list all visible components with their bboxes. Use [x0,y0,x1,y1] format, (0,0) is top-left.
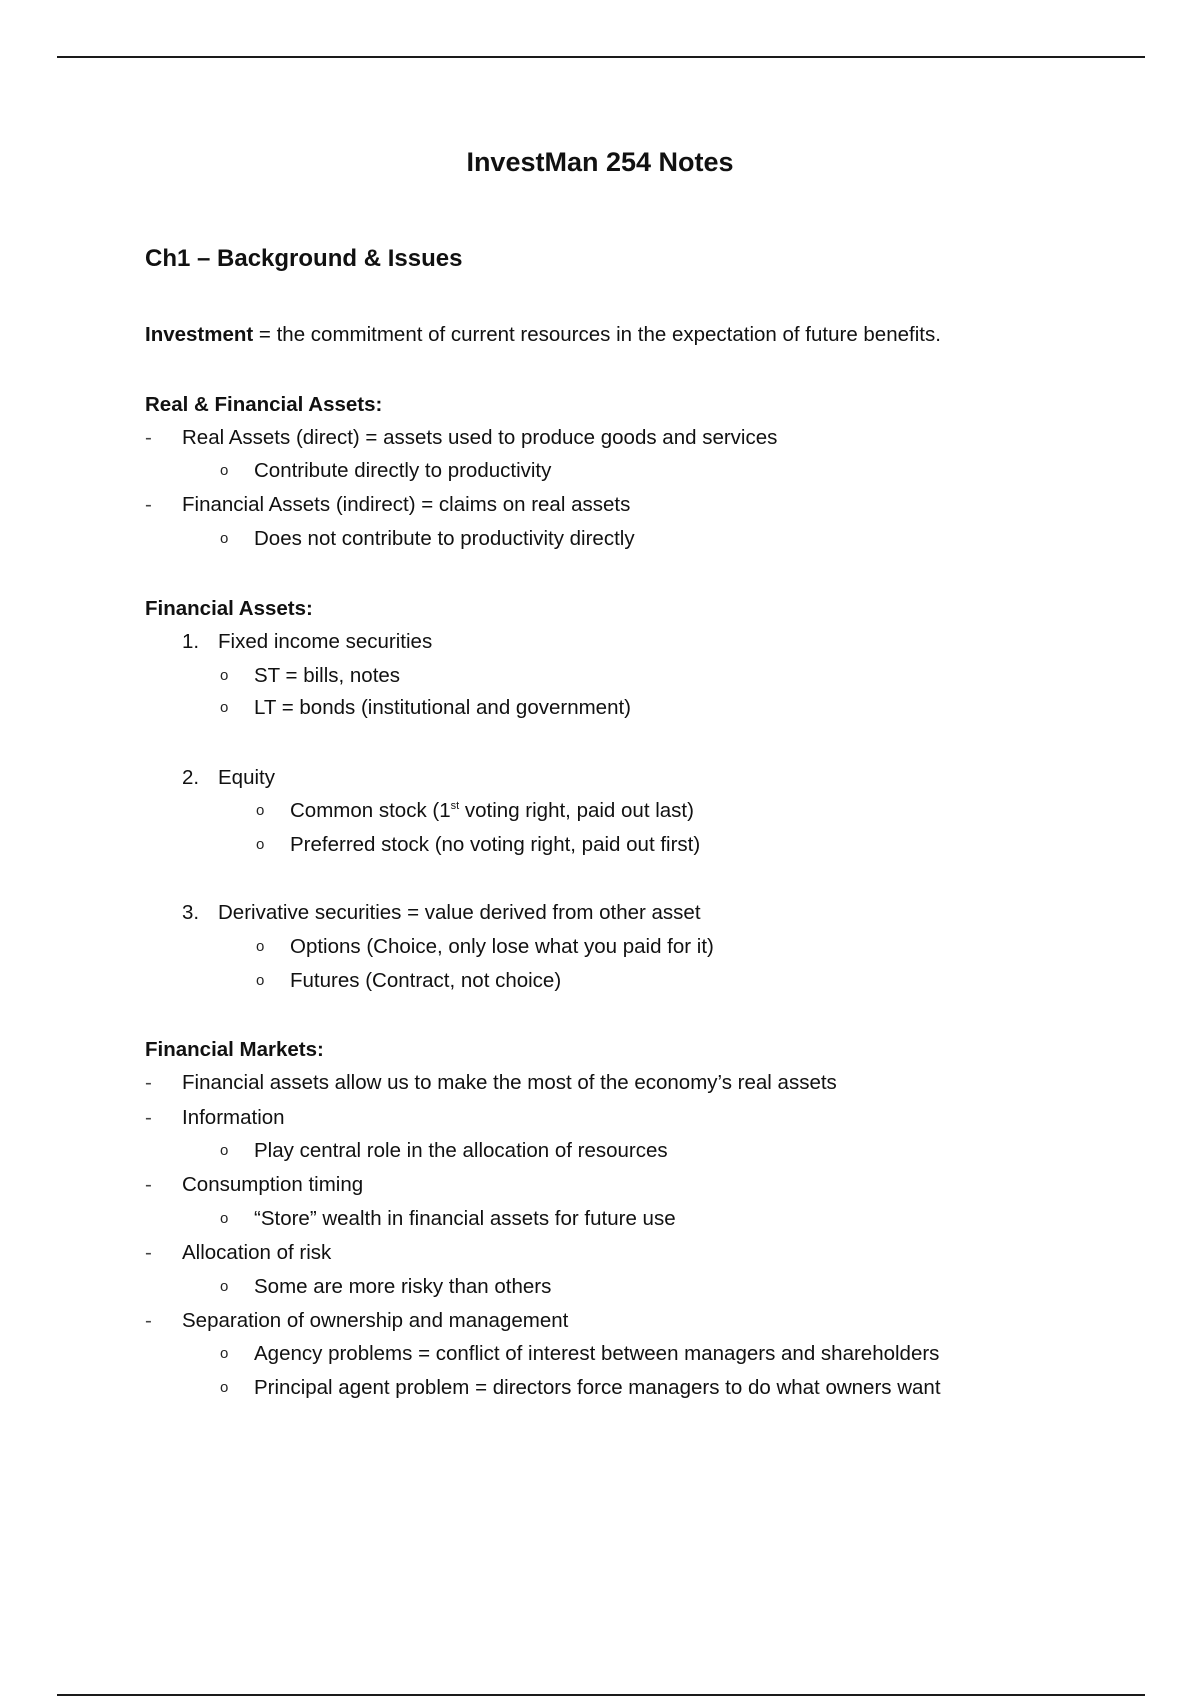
circle-bullet-icon: o [220,667,229,684]
dash-marker: - [145,1173,152,1196]
financial-markets-heading: Financial Markets: [145,1038,324,1061]
dash-marker: - [145,1309,152,1332]
sub-item-text: “Store” wealth in financial assets for future use [254,1207,676,1230]
numbered-item-text: Fixed income securities [218,630,433,653]
list-item-text: Separation of ownership and management [182,1309,569,1332]
dash-marker: - [145,1241,152,1264]
item-number: 3. [182,901,200,924]
list-item-text: Allocation of risk [182,1241,332,1264]
sub-item-text: Contribute directly to productivity [254,459,552,482]
sub-item-text-part: voting right, paid out last) [459,799,694,822]
numbered-item-text: Derivative securities = value derived from other asset [218,901,701,924]
circle-bullet-icon: o [220,699,229,716]
list-item-text: Real Assets (direct) = assets used to produce goods and services [182,426,778,449]
real-financial-heading: Real & Financial Assets: [145,393,383,416]
sub-item-text [290,798,694,824]
circle-bullet-icon: o [220,1210,229,1227]
item-number: 1. [182,630,200,653]
dash-marker: - [145,1071,152,1094]
list-item-text: Consumption timing [182,1173,364,1196]
investment-term: Investment [145,323,254,346]
circle-bullet-icon: o [256,836,265,853]
sub-item-text: Options (Choice, only lose what you paid for it) [290,935,714,958]
circle-bullet-icon: o [220,1345,229,1362]
item-number: 2. [182,766,200,789]
superscript: st [450,800,460,813]
sub-item-text: Some are more risky than others [254,1275,552,1298]
sub-item-text: LT = bonds (institutional and government) [254,696,632,719]
circle-bullet-icon: o [256,972,265,989]
dash-marker: - [145,1106,152,1129]
page-title: InvestMan 254 Notes [466,147,734,177]
circle-bullet-icon: o [220,1379,229,1396]
sub-item-text: Does not contribute to productivity directly [254,527,635,550]
numbered-item-text: Equity [218,766,275,789]
circle-bullet-icon: o [220,462,229,479]
sub-item-text: Preferred stock (no voting right, paid out first) [290,833,701,856]
dash-marker: - [145,426,152,449]
top-rule [57,56,1145,58]
circle-bullet-icon: o [220,1278,229,1295]
sub-item-text: ST = bills, notes [254,664,401,687]
circle-bullet-icon: o [220,530,229,547]
financial-assets-heading: Financial Assets: [145,597,313,620]
circle-bullet-icon: o [256,802,265,819]
sub-item-text: Principal agent problem = directors force managers to do what owners want [254,1376,941,1399]
bottom-rule [57,1694,1145,1696]
list-item-text: Financial Assets (indirect) = claims on real assets [182,493,631,516]
circle-bullet-icon: o [256,938,265,955]
investment-definition [145,322,941,348]
sub-item-text: Agency problems = conflict of interest between managers and shareholders [254,1342,940,1365]
list-item-text: Information [182,1106,285,1129]
dash-marker: - [145,493,152,516]
circle-bullet-icon: o [220,1142,229,1159]
sub-item-text: Play central role in the allocation of resources [254,1139,668,1162]
investment-text: = the commitment of current resources in the expectation of future benefits. [253,323,941,346]
list-item-text: Financial assets allow us to make the most of the economy’s real assets [182,1071,837,1094]
sub-item-text-part: Common stock (1 [290,799,451,822]
sub-item-text: Futures (Contract, not choice) [290,969,562,992]
chapter-heading: Ch1 – Background & Issues [145,245,463,272]
